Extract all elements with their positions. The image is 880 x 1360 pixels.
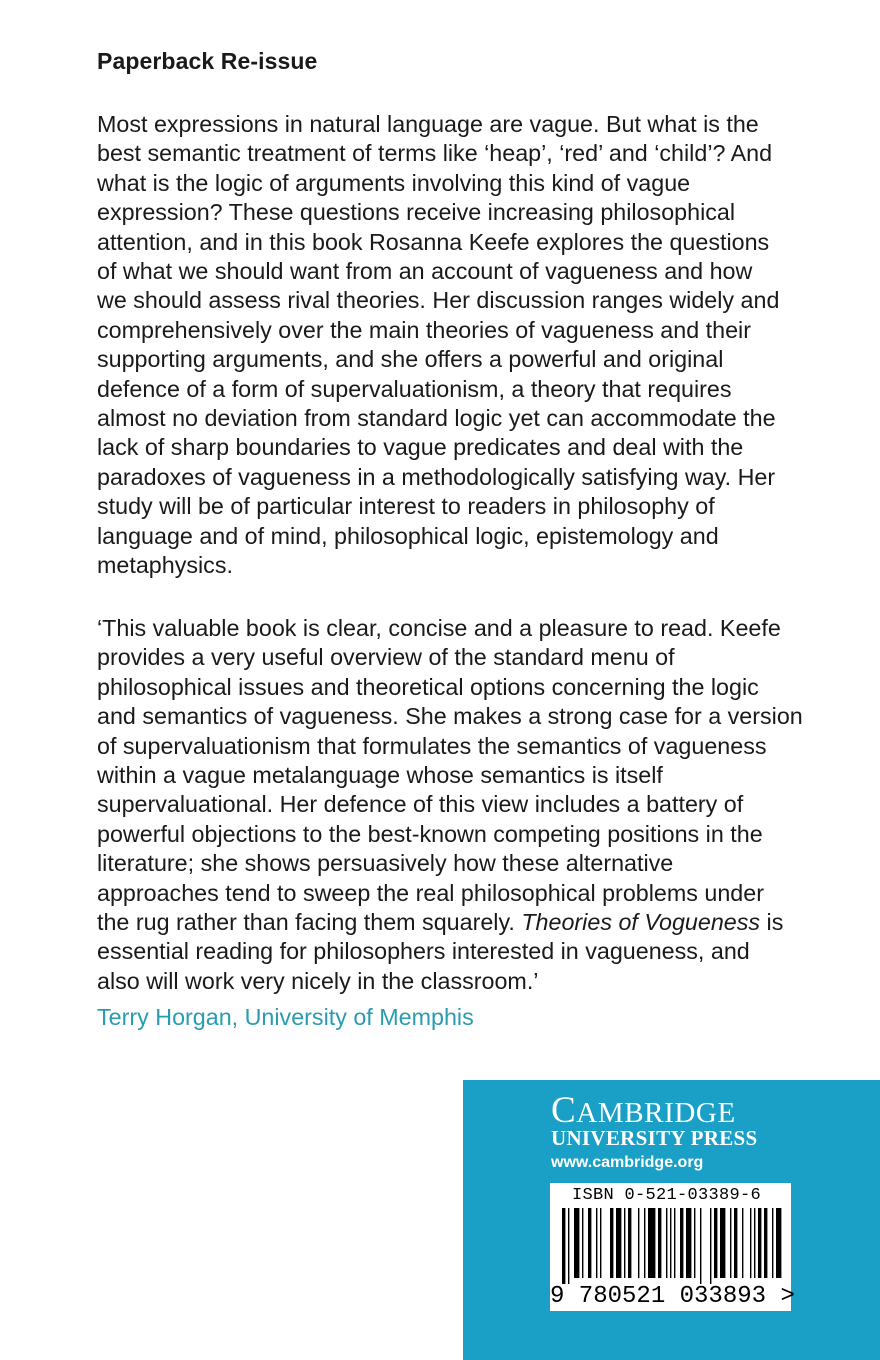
- text-line: powerful objections to the best-known competing positions in the: [97, 820, 763, 847]
- barcode-bar: [720, 1208, 725, 1278]
- barcode-bar: [628, 1208, 631, 1278]
- text-line: essential reading for philosophers interested in vagueness, and: [97, 938, 750, 965]
- text-line: and semantics of vagueness. She makes a strong case for a version: [97, 703, 803, 730]
- barcode-bar: [694, 1208, 695, 1278]
- text-line: lack of sharp boundaries to vague predicates and deal with the: [97, 434, 744, 461]
- barcode-bar: [670, 1208, 671, 1278]
- barcode-bar: [600, 1208, 601, 1278]
- barcode-bar: [610, 1208, 613, 1278]
- review-attribution: Terry Horgan, University of Memphis: [97, 1004, 474, 1030]
- review-quote: [97, 614, 803, 996]
- barcode-bar: [776, 1208, 781, 1278]
- barcode-bar: [734, 1208, 737, 1278]
- text-line: provides a very useful overview of the standard menu of: [97, 644, 675, 671]
- barcode-bar: [750, 1208, 751, 1278]
- barcode-bar: [616, 1208, 621, 1278]
- barcode-bar: [758, 1208, 761, 1278]
- text-line: supporting arguments, and she offers a powerful and original: [97, 346, 724, 373]
- barcode-bar: [596, 1208, 597, 1278]
- barcode-bar: [562, 1208, 565, 1284]
- barcode-bar: [648, 1208, 655, 1278]
- publisher-url[interactable]: www.cambridge.org: [551, 1154, 704, 1171]
- barcode-bar: [658, 1208, 661, 1278]
- barcode-bar: [772, 1208, 773, 1278]
- barcode-bar: [730, 1208, 731, 1278]
- text-line: expression? These questions receive increasing philosophical: [97, 199, 736, 226]
- text-line: almost no deviation from standard logic yet can accommodate the: [97, 405, 776, 432]
- publisher-name-initial: C: [551, 1090, 577, 1131]
- barcode-bar: [574, 1208, 579, 1278]
- isbn-text: ISBN 0-521-03389-6: [572, 1186, 762, 1205]
- barcode-bar: [754, 1208, 755, 1278]
- text-line: best semantic treatment of terms like ‘heap’, ‘red’ and ‘child’? And: [97, 140, 773, 167]
- text-line-with-title: [97, 908, 797, 937]
- publisher-name-rest: AMBRIDGE: [576, 1097, 736, 1129]
- text-line: defence of a form of supervaluationism, a theory that requires: [97, 375, 732, 402]
- text-fragment: the rug rather than facing them squarely.: [97, 909, 522, 936]
- text-line: philosophical issues and theoretical options concerning the logic: [97, 673, 759, 700]
- barcode-bar: [680, 1208, 683, 1278]
- barcode-bar: [764, 1208, 767, 1278]
- text-line: within a vague metalanguage whose semantics is itself: [97, 762, 663, 789]
- text-fragment: is: [760, 909, 784, 936]
- text-line: supervaluational. Her defence of this view includes a battery of: [97, 791, 744, 818]
- barcode-bar: [644, 1208, 645, 1278]
- text-line: of what we should want from an account of vagueness and how: [97, 258, 753, 285]
- text-line: ‘This valuable book is clear, concise and a pleasure to read. Keefe: [97, 615, 781, 641]
- text-line: paradoxes of vagueness in a methodologically satisfying way. Her: [97, 463, 776, 490]
- text-line: what is the logic of arguments involving this kind of vague: [97, 169, 691, 196]
- text-line: language and of mind, philosophical logic, epistemology and: [97, 522, 719, 549]
- barcode-label: [550, 1183, 795, 1311]
- text-line: comprehensively over the main theories of vagueness and their: [97, 316, 751, 343]
- ean-digits: 9 780521 033893 >: [550, 1283, 795, 1310]
- barcode-bar: [638, 1208, 639, 1278]
- text-line: approaches tend to sweep the real philosophical problems under: [97, 879, 764, 906]
- barcode-bar: [686, 1208, 691, 1278]
- barcode-bar: [674, 1208, 675, 1278]
- text-line: also will work very nicely in the classroom.’: [97, 967, 539, 994]
- description-paragraph: [97, 110, 797, 581]
- barcode-bar: [582, 1208, 583, 1278]
- barcode-bar: [624, 1208, 625, 1278]
- text-line: metaphysics.: [97, 552, 233, 579]
- publisher-press: UNIVERSITY PRESS: [551, 1126, 758, 1150]
- barcode-bar: [568, 1208, 569, 1284]
- barcode-bar: [714, 1208, 717, 1278]
- text-line: we should assess rival theories. Her discussion ranges widely and: [97, 287, 780, 314]
- barcode-bar: [588, 1208, 591, 1278]
- text-line: Most expressions in natural language are vague. But what is the: [97, 111, 759, 137]
- heading: Paperback Re-issue: [97, 48, 318, 74]
- text-line: attention, and in this book Rosanna Keefe explores the questions: [97, 228, 770, 255]
- barcode-bar: [666, 1208, 667, 1278]
- publisher-block: [463, 1080, 880, 1360]
- text-line: study will be of particular interest to readers in philosophy of: [97, 493, 715, 520]
- barcode-bar: [742, 1208, 743, 1278]
- book-title: Theories of Vogueness: [521, 909, 761, 936]
- text-line: of supervaluationism that formulates the semantics of vagueness: [97, 732, 767, 759]
- barcode-bar: [700, 1208, 701, 1284]
- barcode-bars: [550, 1208, 791, 1286]
- text-line: literature; she shows persuasively how these alternative: [97, 850, 674, 877]
- barcode-bar: [710, 1208, 711, 1284]
